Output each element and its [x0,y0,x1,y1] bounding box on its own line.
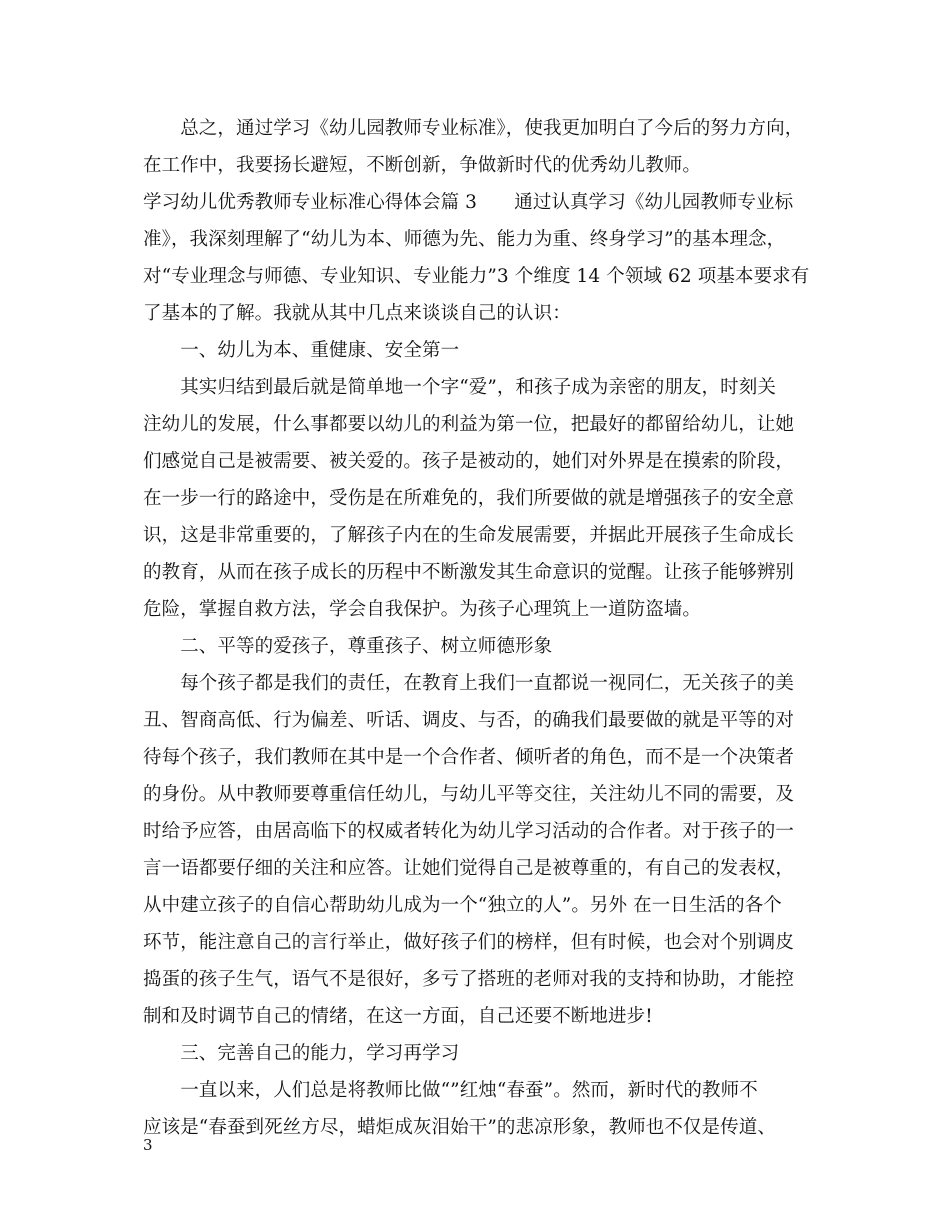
text-line: 学习幼儿优秀教师专业标准心得体会篇 3 通过认真学习《幼儿园教师专业标 [143,192,794,213]
text-line: 每个孩子都是我们的责任，在教育上我们一直都说一视同仁，无关孩子的美 [143,673,795,694]
text-line: 从中建立孩子的自信心帮助幼儿成为一个“独立的人”。另外 在一日生活的各个 [143,895,782,916]
text-line: 对“专业理念与师德、专业知识、专业能力”3 个维度 14 个领域 62 项基本要求有 [143,266,810,287]
text-line: 时给予应答，由居高临下的权威者转化为幼儿学习活动的合作者。对于孩子的一 [143,821,795,842]
text-line: 们感觉自己是被需要、被关爱的。孩子是被动的，她们对外界是在摸索的阶段， [143,451,795,472]
body-text [143,110,823,1146]
text-line: 总之，通过学习《幼儿园教师专业标准》，使我更加明白了今后的努力方向， [143,118,804,139]
page-number: 3 [143,1136,153,1154]
text-line: 准》，我深刻理解了“幼儿为本、师德为先、能力为重、终身学习”的基本理念， [143,229,786,250]
text-line: 在工作中，我要扬长避短，不断创新，争做新时代的优秀幼儿教师。 [143,155,702,176]
text-line: 一、幼儿为本、重健康、安全第一 [143,340,460,361]
text-line: 的教育，从而在孩子成长的历程中不断激发其生命意识的觉醒。让孩子能够辨别 [143,562,795,583]
text-line: 在一步一行的路途中，受伤是在所难免的，我们所要做的就是增强孩子的安全意 [143,488,795,509]
text-line: 制和及时调节自己的情绪，在这一方面，自己还要不断地进步! [143,1006,653,1027]
text-line: 的身份。从中教师要尊重信任幼儿，与幼儿平等交往，关注幼儿不同的需要，及 [143,784,795,805]
text-line: 其实归结到最后就是简单地一个字“爱”，和孩子成为亲密的朋友，时刻关 [143,377,776,398]
text-line: 捣蛋的孩子生气，语气不是很好，多亏了搭班的老师对我的支持和协助，才能控 [143,969,795,990]
text-line: 三、完善自己的能力，学习再学习 [143,1043,460,1064]
text-line: 一直以来，人们总是将教师比做“”红烛“春蚕”。然而，新时代的教师不 [143,1080,758,1101]
text-line: 环节，能注意自己的言行举止，做好孩子们的榜样，但有时候，也会对个别调皮 [143,932,795,953]
text-line: 言一语都要仔细的关注和应答。让她们觉得自己是被尊重的，有自己的发表权， [143,858,795,879]
text-line: 应该是“春蚕到死丝方尽，蜡炬成灰泪始干”的悲凉形象，教师也不仅是传道、 [143,1117,776,1138]
text-line: 待每个孩子，我们教师在其中是一个合作者、倾听者的角色，而不是一个决策者 [143,747,795,768]
text-line: 注幼儿的发展，什么事都要以幼儿的利益为第一位，把最好的都留给幼儿，让她 [143,414,795,435]
text-line: 危险，掌握自救方法，学会自我保护。为孩子心理筑上一道防盗墙。 [143,599,702,620]
text-line: 了基本的了解。我就从其中几点来谈谈自己的认识： [143,303,571,324]
text-line: 丑、智商高低、行为偏差、听话、调皮、与否，的确我们最要做的就是平等的对 [143,710,795,731]
text-line: 识，这是非常重要的，了解孩子内在的生命发展需要，并据此开展孩子生命成长 [143,525,795,546]
text-line: 二、平等的爱孩子，尊重孩子、树立师德形象 [143,636,553,657]
